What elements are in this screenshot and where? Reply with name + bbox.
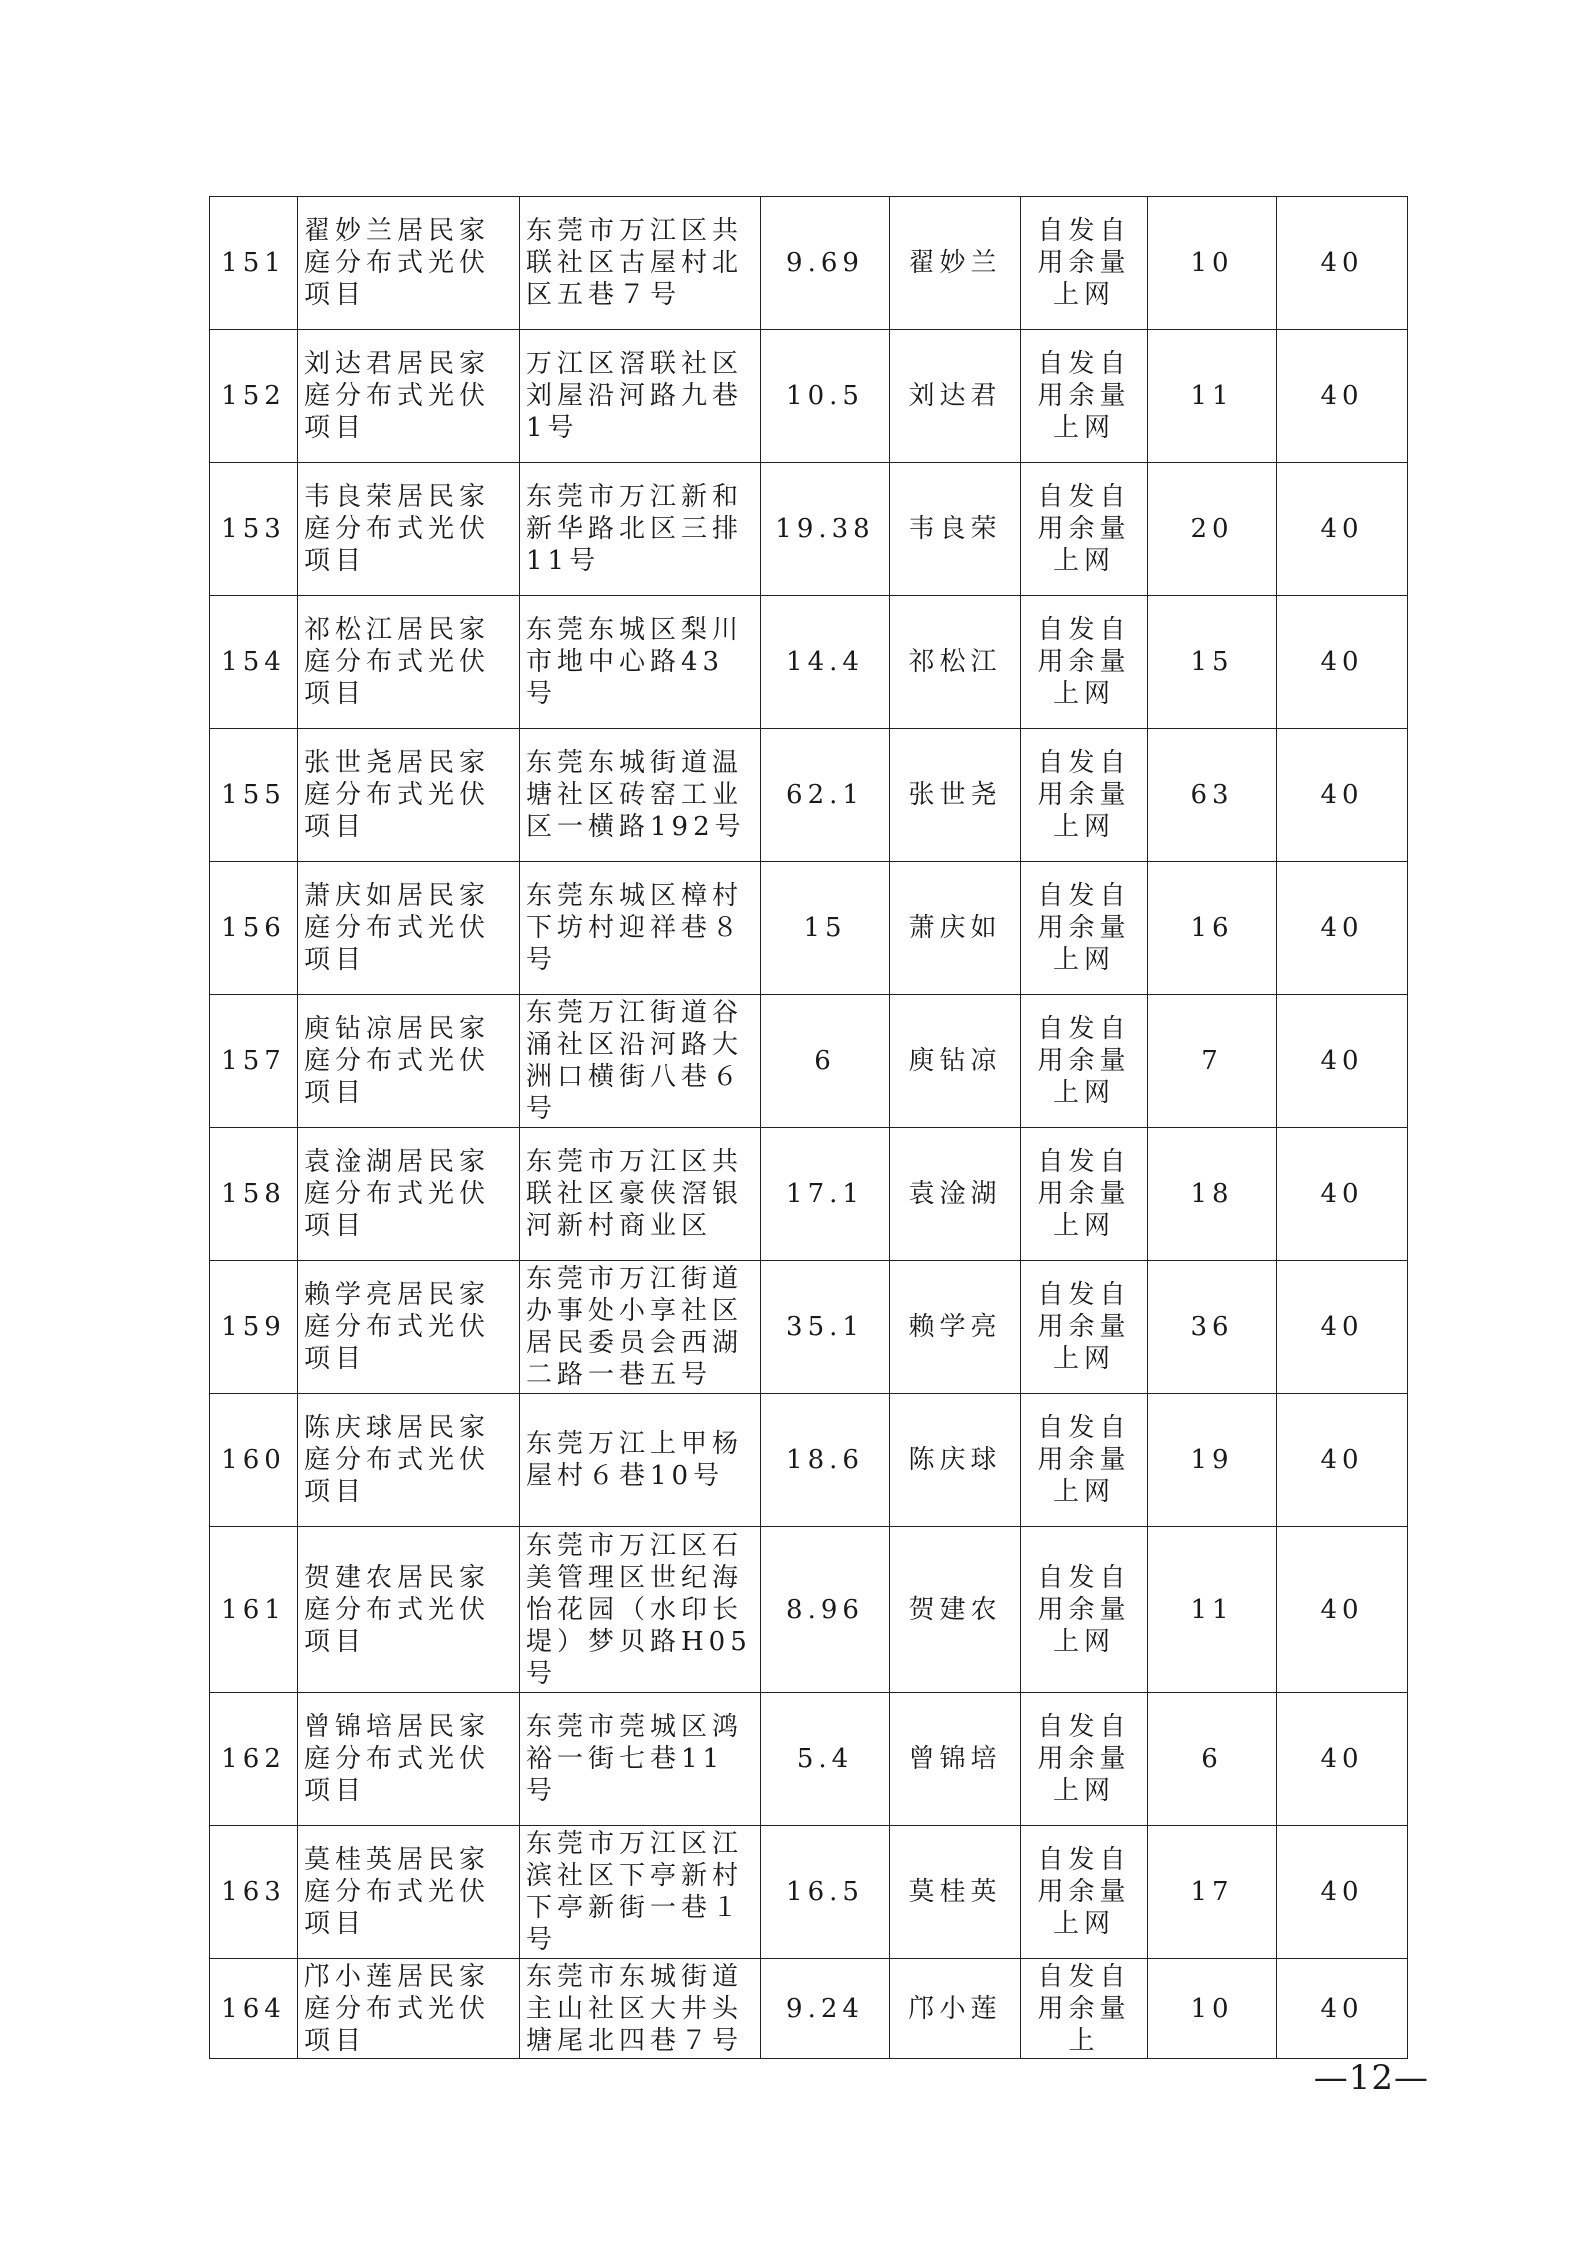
- cell-installed-capacity: 63: [1148, 729, 1277, 862]
- cell-project-name: 赖学亮居民家庭分布式光伏项目: [298, 1261, 520, 1394]
- cell-installed-capacity: 20: [1148, 463, 1277, 596]
- cell-owner: 陈庆球: [890, 1394, 1021, 1527]
- cell-serial-number: 155: [210, 729, 298, 862]
- cell-capacity: 10.5: [761, 330, 890, 463]
- cell-grid-mode: 自发自用余量上网: [1021, 862, 1148, 995]
- cell-address: 东莞万江上甲杨屋村６巷10号: [520, 1394, 761, 1527]
- cell-project-name: 曾锦培居民家庭分布式光伏项目: [298, 1693, 520, 1826]
- cell-project-name: 祁松江居民家庭分布式光伏项目: [298, 596, 520, 729]
- cell-address: 东莞万江街道谷涌社区沿河路大洲口横街八巷６号: [520, 995, 761, 1128]
- cell-grid-mode: 自发自用余量上网: [1021, 729, 1148, 862]
- cell-capacity: 6: [761, 995, 890, 1128]
- cell-installed-capacity: 16: [1148, 862, 1277, 995]
- cell-project-name: 张世尧居民家庭分布式光伏项目: [298, 729, 520, 862]
- cell-installed-capacity: 18: [1148, 1128, 1277, 1261]
- table-row: [210, 729, 1408, 862]
- cell-address: 万江区滘联社区刘屋沿河路九巷1号: [520, 330, 761, 463]
- cell-owner: 翟妙兰: [890, 197, 1021, 330]
- cell-operation-years: 40: [1277, 862, 1408, 995]
- cell-serial-number: 154: [210, 596, 298, 729]
- cell-operation-years: 40: [1277, 1128, 1408, 1261]
- cell-operation-years: 40: [1277, 197, 1408, 330]
- cell-grid-mode: 自发自用余量上网: [1021, 1261, 1148, 1394]
- cell-serial-number: 158: [210, 1128, 298, 1261]
- cell-owner: 刘达君: [890, 330, 1021, 463]
- cell-address: 东莞东城区樟村下坊村迎祥巷８号: [520, 862, 761, 995]
- cell-address: 东莞市万江街道办事处小享社区居民委员会西湖二路一巷五号: [520, 1261, 761, 1394]
- cell-project-name: 贺建农居民家庭分布式光伏项目: [298, 1527, 520, 1693]
- cell-owner: 萧庆如: [890, 862, 1021, 995]
- cell-project-name: 庾钻凉居民家庭分布式光伏项目: [298, 995, 520, 1128]
- cell-serial-number: 162: [210, 1693, 298, 1826]
- cell-installed-capacity: 10: [1148, 1959, 1277, 2059]
- cell-operation-years: 40: [1277, 1261, 1408, 1394]
- cell-owner: 张世尧: [890, 729, 1021, 862]
- cell-serial-number: 156: [210, 862, 298, 995]
- cell-address: 东莞东城街道温塘社区砖窑工业区一横路192号: [520, 729, 761, 862]
- cell-installed-capacity: 10: [1148, 197, 1277, 330]
- cell-operation-years: 40: [1277, 1826, 1408, 1959]
- cell-owner: 韦良荣: [890, 463, 1021, 596]
- cell-installed-capacity: 11: [1148, 330, 1277, 463]
- project-table: [209, 196, 1408, 2059]
- cell-project-name: 邝小莲居民家庭分布式光伏项目: [298, 1959, 520, 2059]
- cell-serial-number: 164: [210, 1959, 298, 2059]
- cell-operation-years: 40: [1277, 1959, 1408, 2059]
- cell-address: 东莞东城区梨川市地中心路43号: [520, 596, 761, 729]
- cell-capacity: 8.96: [761, 1527, 890, 1693]
- cell-grid-mode: 自发自用余量上网: [1021, 1128, 1148, 1261]
- cell-grid-mode: 自发自用余量上网: [1021, 995, 1148, 1128]
- table-row: [210, 995, 1408, 1128]
- cell-capacity: 14.4: [761, 596, 890, 729]
- cell-installed-capacity: 36: [1148, 1261, 1277, 1394]
- table-row: [210, 1826, 1408, 1959]
- cell-grid-mode: 自发自用余量上网: [1021, 596, 1148, 729]
- cell-grid-mode: 自发自用余量上网: [1021, 330, 1148, 463]
- cell-serial-number: 151: [210, 197, 298, 330]
- cell-capacity: 62.1: [761, 729, 890, 862]
- cell-operation-years: 40: [1277, 1394, 1408, 1527]
- cell-operation-years: 40: [1277, 729, 1408, 862]
- cell-installed-capacity: 15: [1148, 596, 1277, 729]
- cell-address: 东莞市东城街道主山社区大井头塘尾北四巷７号: [520, 1959, 761, 2059]
- cell-owner: 赖学亮: [890, 1261, 1021, 1394]
- cell-operation-years: 40: [1277, 463, 1408, 596]
- cell-address: 东莞市万江区共联社区古屋村北区五巷７号: [520, 197, 761, 330]
- cell-serial-number: 160: [210, 1394, 298, 1527]
- cell-project-name: 袁淦湖居民家庭分布式光伏项目: [298, 1128, 520, 1261]
- table-row: [210, 1693, 1408, 1826]
- cell-grid-mode: 自发自用余量上网: [1021, 197, 1148, 330]
- table-body: [210, 197, 1408, 2059]
- cell-address: 东莞市万江区江滨社区下亭新村下亭新街一巷１号: [520, 1826, 761, 1959]
- cell-capacity: 17.1: [761, 1128, 890, 1261]
- cell-serial-number: 163: [210, 1826, 298, 1959]
- cell-address: 东莞市莞城区鸿裕一街七巷11号: [520, 1693, 761, 1826]
- cell-serial-number: 153: [210, 463, 298, 596]
- table-row: [210, 1527, 1408, 1693]
- cell-owner: 莫桂英: [890, 1826, 1021, 1959]
- table-row: [210, 197, 1408, 330]
- cell-project-name: 陈庆球居民家庭分布式光伏项目: [298, 1394, 520, 1527]
- cell-project-name: 翟妙兰居民家庭分布式光伏项目: [298, 197, 520, 330]
- table-row: [210, 1394, 1408, 1527]
- cell-owner: 袁淦湖: [890, 1128, 1021, 1261]
- cell-project-name: 韦良荣居民家庭分布式光伏项目: [298, 463, 520, 596]
- table-row: [210, 862, 1408, 995]
- cell-operation-years: 40: [1277, 995, 1408, 1128]
- page-number: —12—: [1313, 2058, 1429, 2098]
- table-row: [210, 596, 1408, 729]
- cell-capacity: 9.24: [761, 1959, 890, 2059]
- cell-operation-years: 40: [1277, 596, 1408, 729]
- cell-owner: 祁松江: [890, 596, 1021, 729]
- cell-serial-number: 159: [210, 1261, 298, 1394]
- cell-serial-number: 161: [210, 1527, 298, 1693]
- cell-capacity: 18.6: [761, 1394, 890, 1527]
- cell-serial-number: 157: [210, 995, 298, 1128]
- table-row: [210, 463, 1408, 596]
- cell-installed-capacity: 7: [1148, 995, 1277, 1128]
- cell-project-name: 萧庆如居民家庭分布式光伏项目: [298, 862, 520, 995]
- cell-capacity: 35.1: [761, 1261, 890, 1394]
- cell-capacity: 9.69: [761, 197, 890, 330]
- cell-operation-years: 40: [1277, 330, 1408, 463]
- cell-serial-number: 152: [210, 330, 298, 463]
- cell-owner: 庾钻凉: [890, 995, 1021, 1128]
- cell-owner: 曾锦培: [890, 1693, 1021, 1826]
- cell-owner: 贺建农: [890, 1527, 1021, 1693]
- table-row: [210, 330, 1408, 463]
- cell-installed-capacity: 19: [1148, 1394, 1277, 1527]
- cell-project-name: 莫桂英居民家庭分布式光伏项目: [298, 1826, 520, 1959]
- table-row: [210, 1959, 1408, 2059]
- cell-address: 东莞市万江区石美管理区世纪海怡花园（水印长堤）梦贝路H05号: [520, 1527, 761, 1693]
- cell-installed-capacity: 6: [1148, 1693, 1277, 1826]
- cell-grid-mode: 自发自用余量上网: [1021, 1394, 1148, 1527]
- cell-grid-mode: 自发自用余量上: [1021, 1959, 1148, 2059]
- cell-address: 东莞市万江新和新华路北区三排11号: [520, 463, 761, 596]
- cell-operation-years: 40: [1277, 1693, 1408, 1826]
- table-row: [210, 1261, 1408, 1394]
- cell-grid-mode: 自发自用余量上网: [1021, 1693, 1148, 1826]
- cell-capacity: 19.38: [761, 463, 890, 596]
- cell-installed-capacity: 11: [1148, 1527, 1277, 1693]
- cell-owner: 邝小莲: [890, 1959, 1021, 2059]
- cell-capacity: 5.4: [761, 1693, 890, 1826]
- cell-address: 东莞市万江区共联社区豪侠滘银河新村商业区: [520, 1128, 761, 1261]
- cell-installed-capacity: 17: [1148, 1826, 1277, 1959]
- cell-grid-mode: 自发自用余量上网: [1021, 1826, 1148, 1959]
- cell-operation-years: 40: [1277, 1527, 1408, 1693]
- cell-project-name: 刘达君居民家庭分布式光伏项目: [298, 330, 520, 463]
- cell-capacity: 16.5: [761, 1826, 890, 1959]
- table-row: [210, 1128, 1408, 1261]
- cell-grid-mode: 自发自用余量上网: [1021, 463, 1148, 596]
- cell-grid-mode: 自发自用余量上网: [1021, 1527, 1148, 1693]
- cell-capacity: 15: [761, 862, 890, 995]
